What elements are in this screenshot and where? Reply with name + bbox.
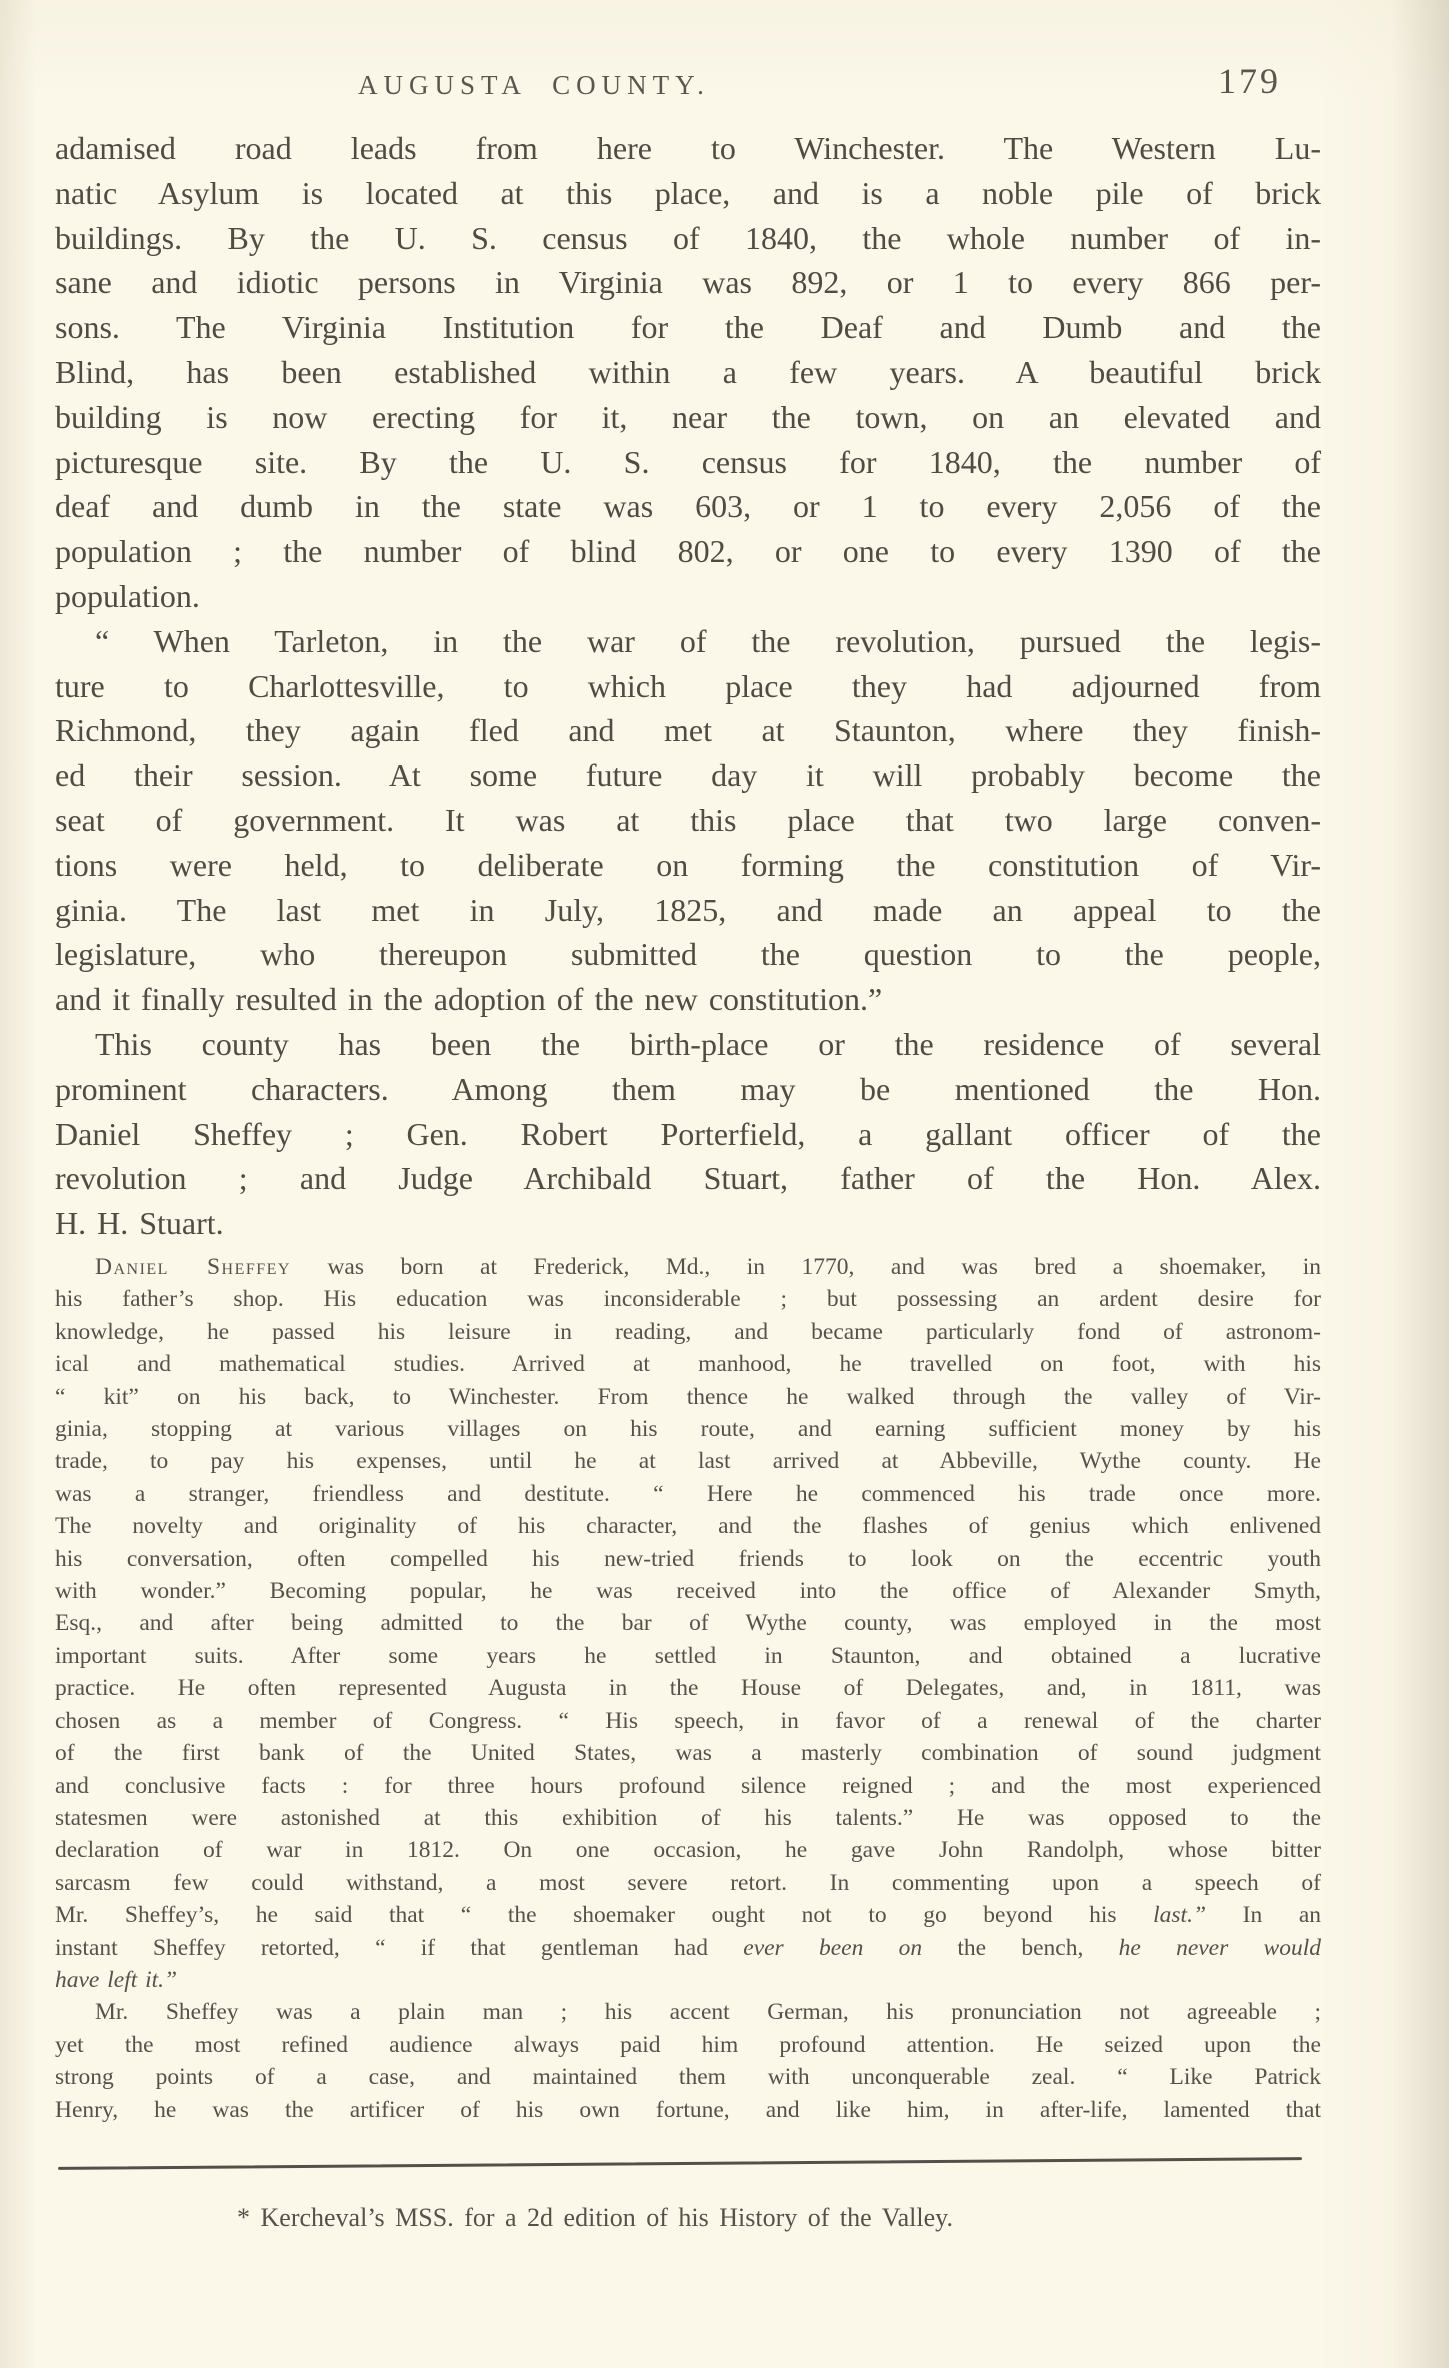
text-segment: tions were held, to deliberate on forming the constitution of Vir- — [55, 846, 1321, 883]
text-segment: was born at Frederick, Md., in 1770, and was bred a shoemaker, in — [290, 1254, 1321, 1280]
text-segment: Daniel Sheffey ; Gen. Robert Porterfield, a gallant officer of the — [55, 1115, 1321, 1152]
text-line — [55, 350, 1321, 395]
text-line — [55, 1283, 1321, 1315]
text-segment: sane and idiotic persons in Virginia was 892, or 1 to every 866 per- — [55, 264, 1321, 301]
text-line — [55, 708, 1321, 753]
text-line — [55, 1770, 1321, 1802]
text-segment: sarcasm few could withstand, a most severe retort. In commenting upon a speech of — [55, 1869, 1321, 1896]
text-segment: Richmond, they again fled and met at Staunton, where they finish- — [55, 712, 1321, 749]
text-line — [55, 1112, 1321, 1157]
text-segment: building is now erecting for it, near the town, on an elevated and — [55, 398, 1321, 435]
text-line — [55, 1348, 1321, 1380]
text-segment: “ When Tarleton, in the war of the revolution, pursued the legis- — [95, 622, 1321, 659]
text-line — [55, 1672, 1321, 1704]
text-line — [55, 1156, 1321, 1201]
text-segment: prominent characters. Among them may be mentioned the Hon. — [55, 1070, 1321, 1107]
text-segment: yet the most refined audience always paid him profound attention. He seized upon the — [55, 2031, 1321, 2058]
text-segment: important suits. After some years he settled in Staunton, and obtained a lucrative — [55, 1642, 1321, 1669]
text-segment: Henry, he was the artificer of his own fortune, and like him, in after-life, lamented that — [55, 2096, 1321, 2123]
text-segment: he never would — [1118, 1934, 1321, 1961]
text-segment: buildings. By the U. S. census of 1840, the whole number of in- — [55, 219, 1321, 256]
text-line — [55, 2029, 1321, 2061]
text-segment: Mr. Sheffey’s, he said that “ the shoemaker ought not to go beyond his — [55, 1902, 1154, 1929]
text-segment: strong points of a case, and maintained them with unconquerable zeal. “ Like Patrick — [55, 2064, 1321, 2091]
text-line — [55, 1067, 1321, 1112]
text-segment: population ; the number of blind 802, or one to every 1390 of the — [55, 533, 1321, 570]
text-segment: The novelty and originality of his character, and the flashes of genius which enlivened — [55, 1513, 1321, 1540]
text-line — [55, 1802, 1321, 1834]
text-segment: legislature, who thereupon submitted the question to the people, — [55, 936, 1321, 973]
text-segment: was a stranger, friendless and destitute. “ Here he commenced his trade once more. — [55, 1480, 1321, 1507]
text-line — [55, 2061, 1321, 2093]
text-line — [55, 1251, 1321, 1283]
text-line — [55, 260, 1321, 305]
text-line — [55, 1737, 1321, 1769]
text-line — [55, 1834, 1321, 1866]
text-line — [55, 619, 1321, 664]
text-segment: Daniel Sheffey — [95, 1254, 291, 1280]
text-line — [55, 798, 1321, 843]
text-line — [55, 932, 1321, 977]
text-segment: last.” — [1153, 1902, 1207, 1929]
text-line — [55, 1201, 1321, 1246]
text-line — [55, 484, 1321, 529]
text-line — [55, 305, 1321, 350]
text-line — [55, 888, 1321, 933]
text-line — [55, 1996, 1321, 2028]
text-segment: the bench, — [922, 1934, 1119, 1961]
text-line — [55, 1381, 1321, 1413]
text-line — [55, 1022, 1321, 1067]
text-line — [55, 1575, 1321, 1607]
text-segment: Blind, has been established within a few years. A beautiful brick — [55, 353, 1321, 390]
text-line — [55, 1543, 1321, 1575]
text-segment: ed their session. At some future day it will probably become the — [55, 757, 1321, 794]
text-line — [55, 440, 1321, 485]
text-segment: ginia, stopping at various villages on his route, and earning sufficient money by his — [55, 1416, 1321, 1443]
text-segment: ever been on — [743, 1934, 923, 1961]
footnote-divider — [58, 2157, 1302, 2170]
text-segment: and it finally resulted in the adoption of the new constitution.” — [55, 981, 883, 1018]
text-segment: statesmen were astonished at this exhibition of his talents.” He was opposed to the — [55, 1804, 1321, 1831]
text-segment: natic Asylum is located at this place, and is a noble pile of brick — [55, 174, 1321, 211]
text-segment: revolution ; and Judge Archibald Stuart, father of the Hon. Alex. — [55, 1160, 1321, 1197]
text-line — [55, 1478, 1321, 1510]
text-segment: trade, to pay his expenses, until he at last arrived at Abbeville, Wythe county. He — [55, 1448, 1321, 1475]
text-segment: “ kit” on his back, to Winchester. From thence he walked through the valley of Vir- — [55, 1383, 1321, 1410]
text-segment: instant Sheffey retorted, “ if that gentleman had — [55, 1934, 744, 1961]
text-line — [55, 753, 1321, 798]
text-line — [55, 1607, 1321, 1639]
text-line — [55, 843, 1321, 888]
text-segment: deaf and dumb in the state was 603, or 1 to every 2,056 of the — [55, 488, 1321, 525]
text-line — [55, 1510, 1321, 1542]
text-segment: have left it.” — [55, 1966, 178, 1993]
text-segment: and conclusive facts : for three hours profound silence reigned ; and the most experienced — [55, 1772, 1321, 1799]
page-number: 179 — [1218, 61, 1281, 101]
text-line — [55, 1932, 1321, 1964]
text-segment: declaration of war in 1812. On one occasion, he gave John Randolph, whose bitter — [55, 1837, 1321, 1864]
text-segment: Esq., and after being admitted to the bar of Wythe county, was employed in the most — [55, 1610, 1321, 1637]
text-segment: sons. The Virginia Institution for the Deaf and Dumb and the — [55, 309, 1321, 346]
text-segment: seat of government. It was at this place that two large conven- — [55, 801, 1321, 838]
text-segment: In an — [1206, 1902, 1321, 1929]
text-line — [55, 1867, 1321, 1899]
text-segment: knowledge, he passed his leisure in reading, and became particularly fond of astronom- — [55, 1318, 1321, 1345]
footnote: * Kercheval’s MSS. for a 2d edition of his History of the Valley. — [237, 2203, 953, 2232]
text-line — [55, 1705, 1321, 1737]
text-line — [55, 1413, 1321, 1445]
text-segment: chosen as a member of Congress. “ His speech, in favor of a renewal of the charter — [55, 1707, 1321, 1734]
text-line — [55, 171, 1321, 216]
text-line — [55, 574, 1321, 619]
text-line — [55, 1964, 1321, 1996]
text-line — [55, 216, 1321, 261]
text-segment: This county has been the birth-place or the residence of several — [95, 1025, 1321, 1062]
text-segment: with wonder.” Becoming popular, he was received into the office of Alexander Smyth, — [55, 1578, 1321, 1605]
text-segment: ginia. The last met in July, 1825, and made an appeal to the — [55, 891, 1321, 928]
text-segment: H. H. Stuart. — [55, 1205, 224, 1242]
text-line — [55, 395, 1321, 440]
main-text-block — [55, 126, 1321, 1246]
text-line — [55, 2094, 1321, 2126]
text-line — [55, 126, 1321, 171]
text-line — [55, 1445, 1321, 1477]
text-line — [55, 1316, 1321, 1348]
text-line — [55, 977, 1321, 1022]
text-line — [55, 1640, 1321, 1672]
text-segment: population. — [55, 577, 200, 614]
text-segment: his father’s shop. His education was inconsiderable ; but possessing an ardent desire for — [55, 1286, 1321, 1313]
text-line — [55, 664, 1321, 709]
text-segment: adamised road leads from here to Winchester. The Western Lu- — [55, 130, 1321, 166]
running-title: AUGUSTA COUNTY. — [358, 70, 710, 100]
text-segment: practice. He often represented Augusta in the House of Delegates, and, in 1811, was — [55, 1675, 1321, 1702]
text-segment: picturesque site. By the U. S. census for 1840, the number of — [55, 443, 1321, 480]
text-line — [55, 529, 1321, 574]
text-line — [55, 1899, 1321, 1931]
text-segment: Mr. Sheffey was a plain man ; his accent German, his pronunciation not agreeable ; — [95, 1999, 1321, 2026]
text-segment: his conversation, often compelled his new-tried friends to look on the eccentric youth — [55, 1545, 1321, 1572]
biography-text-block — [55, 1251, 1321, 2126]
text-segment: ical and mathematical studies. Arrived at manhood, he travelled on foot, with his — [55, 1351, 1321, 1378]
text-segment: ture to Charlottesville, to which place they had adjourned from — [55, 667, 1321, 704]
text-segment: of the first bank of the United States, was a masterly combination of sound judgment — [55, 1740, 1321, 1767]
